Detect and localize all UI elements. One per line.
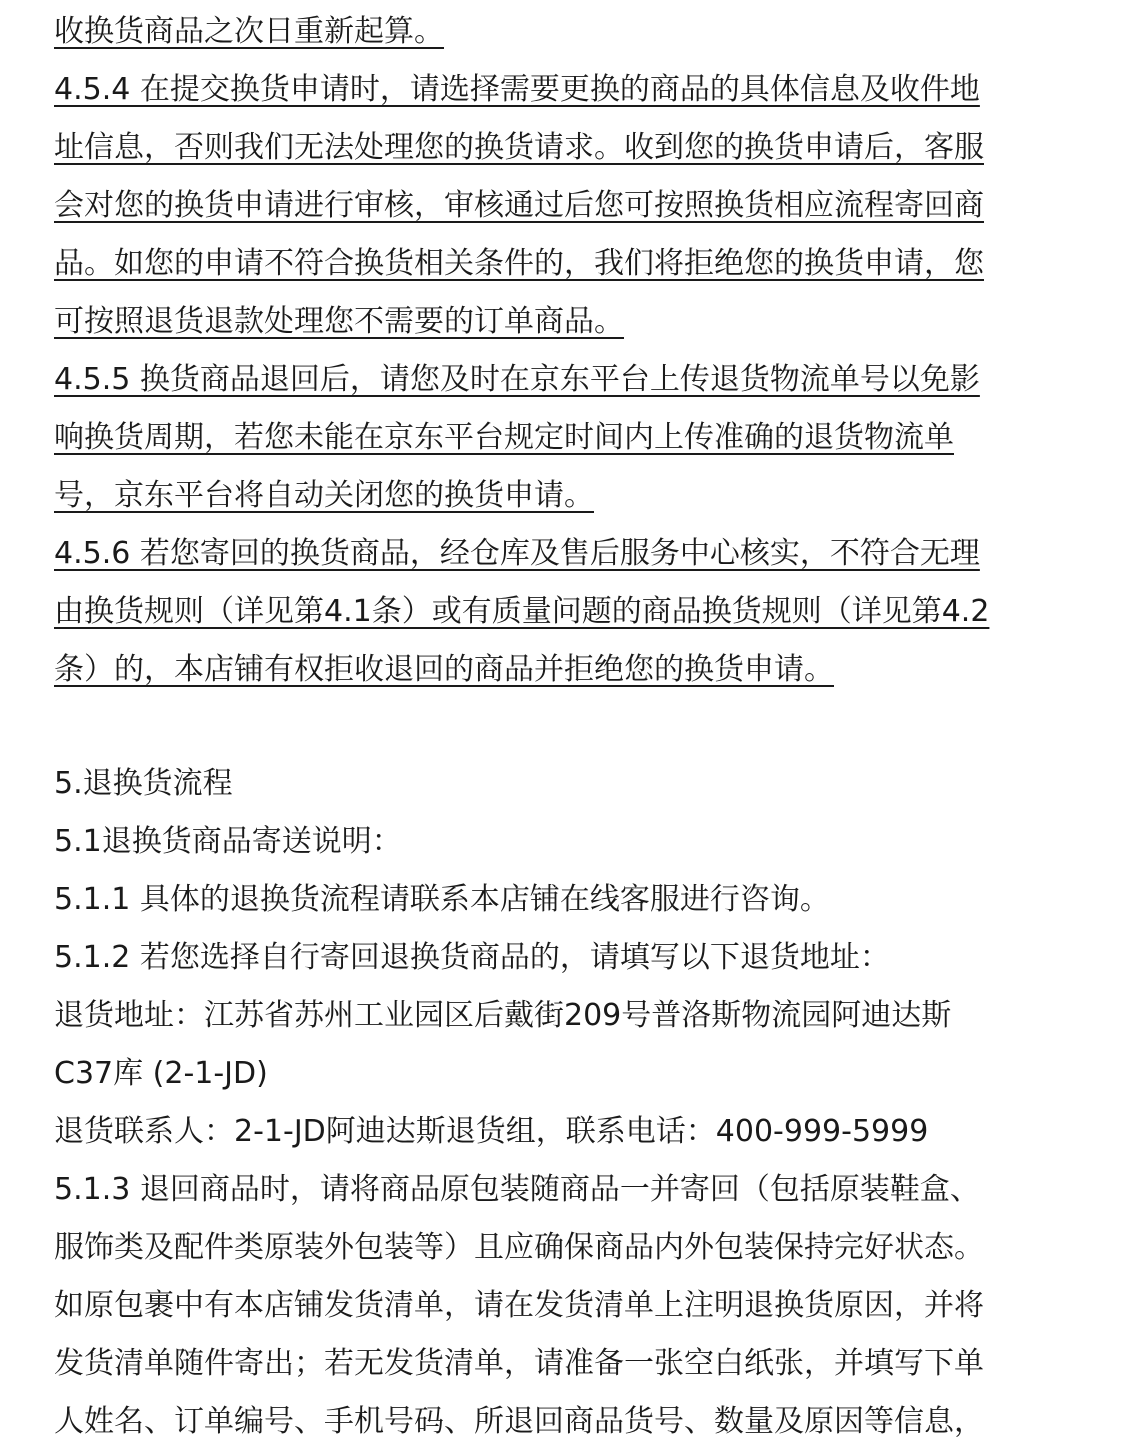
paragraph-line: 4.5.5 换货商品退回后，请您及时在京东平台上传退货物流单号以免影 [54, 362, 980, 397]
paragraph-line: 址信息，否则我们无法处理您的换货请求。收到您的换货申请后，客服 [54, 130, 984, 165]
paragraph-line: 号，京东平台将自动关闭您的换货申请。 [54, 478, 594, 513]
subsection-heading: 5.1退换货商品寄送说明： [54, 824, 402, 859]
paragraph-line: 收换货商品之次日重新起算。 [54, 14, 444, 49]
paragraph-line: 4.5.4 在提交换货申请时，请选择需要更换的商品的具体信息及收件地 [54, 72, 980, 107]
paragraph-line: 5.1.3 退回商品时，请将商品原包装随商品一并寄回（包括原装鞋盒、 [54, 1172, 980, 1207]
section-heading: 5.退换货流程 [54, 766, 233, 801]
return-address-line: 退货地址：江苏省苏州工业园区后戴街209号普洛斯物流园阿迪达斯 [54, 998, 952, 1033]
paragraph-line: 5.1.2 若您选择自行寄回退换货商品的，请填写以下退货地址： [54, 940, 890, 975]
paragraph-line: 5.1.1 具体的退换货流程请联系本店铺在线客服进行咨询。 [54, 882, 830, 917]
paragraph-line: 品。如您的申请不符合换货相关条件的，我们将拒绝您的换货申请，您 [54, 246, 984, 281]
paragraph-line: 可按照退货退款处理您不需要的订单商品。 [54, 304, 624, 339]
return-address-line: C37库 (2-1-JD) [54, 1056, 268, 1091]
return-contact-line: 退货联系人：2-1-JD阿迪达斯退货组，联系电话：400-999-5999 [54, 1114, 929, 1149]
paragraph-line: 服饰类及配件类原装外包装等）且应确保商品内外包装保持完好状态。 [54, 1230, 984, 1265]
paragraph-line: 发货清单随件寄出；若无发货清单，请准备一张空白纸张，并填写下单 [54, 1346, 984, 1381]
paragraph-line: 4.5.6 若您寄回的换货商品，经仓库及售后服务中心核实，不符合无理 [54, 536, 980, 571]
paragraph-line: 会对您的换货申请进行审核，审核通过后您可按照换货相应流程寄回商 [54, 188, 984, 223]
paragraph-line: 响换货周期，若您未能在京东平台规定时间内上传准确的退货物流单 [54, 420, 954, 455]
paragraph-line: 如原包裹中有本店铺发货清单，请在发货清单上注明退换货原因，并将 [54, 1288, 984, 1323]
paragraph-line: 由换货规则（详见第4.1条）或有质量问题的商品换货规则（详见第4.2 [54, 594, 990, 629]
paragraph-line: 人姓名、订单编号、手机号码、所退回商品货号、数量及原因等信息， [54, 1404, 984, 1439]
paragraph-line: 条）的，本店铺有权拒收退回的商品并拒绝您的换货申请。 [54, 652, 834, 687]
